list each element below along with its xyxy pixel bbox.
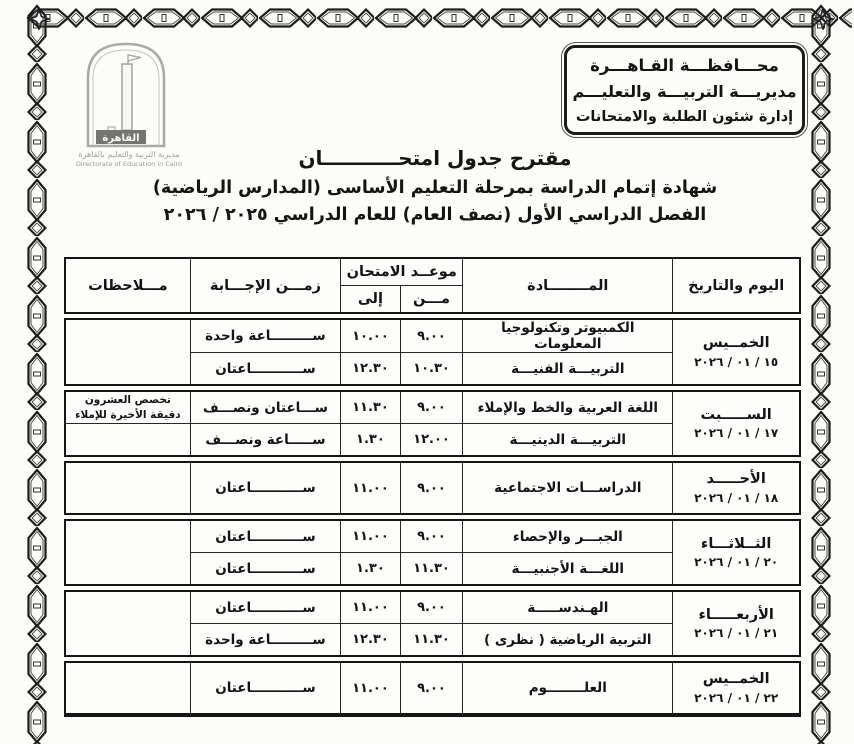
to-cell: ١.٣٠ xyxy=(341,553,401,586)
day-group-tuesday-20 xyxy=(64,519,801,586)
notes-cell xyxy=(65,591,190,656)
subject-cell: التربيـــة الفنيـــة xyxy=(463,353,673,386)
to-cell: ١١.٠٠ xyxy=(341,520,401,553)
title-line-3: الفصل الدراسي الأول (نصف العام) للعام الدراسي ٢٠٢٥ / ٢٠٢٦ xyxy=(163,205,707,225)
subject-cell: الكمبيوتر وتكنولوجيا المعلومات xyxy=(463,319,673,353)
corner-star-left-icon xyxy=(28,8,50,30)
to-cell: ١٢.٣٠ xyxy=(341,353,401,386)
letterhead-governorate: محـــافظـــة القـاهـــرة xyxy=(590,55,779,75)
header-day-date: اليوم والتاريخ xyxy=(673,258,800,313)
to-cell: ١.٣٠ xyxy=(341,424,401,457)
notes-cell xyxy=(65,462,190,514)
duration-cell: ســـاعتان ونصـــف xyxy=(190,391,340,424)
to-cell: ١١.٠٠ xyxy=(341,662,401,715)
header-notes: مـــلاحظات xyxy=(65,258,190,313)
exam-schedule-title xyxy=(105,146,765,225)
letterhead-directorate: مديريـــة التربيـــة والتعليـــم xyxy=(572,82,797,101)
day-name: الخمــيس xyxy=(702,671,770,688)
header-to: إلى xyxy=(341,286,401,314)
from-cell: ١١.٣٠ xyxy=(400,624,463,657)
day-date: ٢١ / ٠١ / ٢٠٢٦ xyxy=(694,626,779,641)
subject-cell: العلــــــــوم xyxy=(463,662,673,715)
from-cell: ٩.٠٠ xyxy=(400,591,463,624)
day-date: ١٧ / ٠١ / ٢٠٢٦ xyxy=(694,426,779,441)
to-cell: ١١.٠٠ xyxy=(341,591,401,624)
notes-cell xyxy=(65,662,190,715)
title-line-2: شهادة إتمام الدراسة بمرحلة التعليم الأساسى (المدارس الرياضية) xyxy=(152,178,718,198)
from-cell: ١٢.٠٠ xyxy=(400,424,463,457)
duration-cell: ســـــــــــاعتان xyxy=(190,591,340,624)
table-header-band xyxy=(64,257,801,314)
notes-cell xyxy=(65,424,190,457)
notes-cell xyxy=(65,391,190,424)
from-cell: ٩.٠٠ xyxy=(400,520,463,553)
logo-caption-english: Directorate of Education in Cairo xyxy=(75,160,183,168)
decorative-chain-top xyxy=(26,5,852,31)
decorative-chain-left xyxy=(24,4,50,744)
duration-cell: ســـــــــاعة واحدة xyxy=(190,319,340,353)
day-group-sunday-18 xyxy=(64,461,801,515)
duration-cell: ســـــــــــاعتان xyxy=(190,520,340,553)
subject-cell: الدراســـات الاجتماعية xyxy=(463,462,673,514)
subject-cell: اللغـــة الأجنبيـــة xyxy=(463,553,673,586)
day-name: الخمــيس xyxy=(702,335,770,352)
from-cell: ١٠.٣٠ xyxy=(400,353,463,386)
header-exam-time: موعــد الامتحان xyxy=(341,258,463,286)
letterhead-box xyxy=(561,42,808,138)
day-date: ١٨ / ٠١ / ٢٠٢٦ xyxy=(694,490,779,505)
header-subject: المــــــــادة xyxy=(463,258,673,313)
day-date: ٢٠ / ٠١ / ٢٠٢٦ xyxy=(694,555,779,570)
day-cell xyxy=(673,391,800,456)
letterhead-department: إدارة شئون الطلبة والامتحانات xyxy=(575,108,794,125)
from-cell: ٩.٠٠ xyxy=(400,662,463,715)
day-cell xyxy=(673,591,800,656)
notes-cell xyxy=(65,520,190,585)
to-cell: ١١.٣٠ xyxy=(341,391,401,424)
corner-star-right-icon xyxy=(812,8,834,30)
logo-arch-icon xyxy=(88,44,164,146)
day-group-saturday-17 xyxy=(64,390,801,457)
from-cell: ٩.٠٠ xyxy=(400,462,463,514)
day-name: الأربعـــــاء xyxy=(698,606,774,623)
day-name: الثــلاثـــاء xyxy=(700,535,772,552)
duration-cell: ســـــــــــاعتان xyxy=(190,353,340,386)
day-group-thursday-22 xyxy=(64,661,801,717)
exam-schedule-table xyxy=(64,257,801,721)
subject-cell: التربية الرياضية ( نظرى ) xyxy=(463,624,673,657)
subject-cell: التربيـــة الدينيـــة xyxy=(463,424,673,457)
header-from: مـــن xyxy=(400,286,463,314)
logo-caption-arabic: مديرية التربية والتعليم بالقاهرة xyxy=(78,150,180,159)
day-cell xyxy=(673,319,800,385)
duration-cell: ســـــــــــاعتان xyxy=(190,462,340,514)
notes-cell xyxy=(65,319,190,385)
duration-cell: ســـــــــــاعتان xyxy=(190,662,340,715)
to-cell: ١٢.٣٠ xyxy=(341,624,401,657)
day-cell xyxy=(673,520,800,585)
from-cell: ٩.٠٠ xyxy=(400,391,463,424)
subject-cell: الجبـــر والإحصاء xyxy=(463,520,673,553)
day-group-thursday-15 xyxy=(64,318,801,386)
from-cell: ٩.٠٠ xyxy=(400,319,463,353)
day-cell xyxy=(673,662,800,715)
to-cell: ١١.٠٠ xyxy=(341,462,401,514)
day-name: الســـــبت xyxy=(700,406,772,423)
logo-band-text: القاهرة xyxy=(102,133,140,144)
subject-cell: اللغة العربية والخط والإملاء xyxy=(463,391,673,424)
header-duration: زمـــن الإجـــابة xyxy=(190,258,340,313)
duration-cell: ســـــــــــاعتان xyxy=(190,553,340,586)
from-cell: ١١.٣٠ xyxy=(400,553,463,586)
duration-cell: ســـــاعة ونصـــف xyxy=(190,424,340,457)
decorative-chain-right xyxy=(808,4,834,744)
day-name: الأحـــــد xyxy=(706,471,766,488)
duration-cell: ســـــــــاعة واحدة xyxy=(190,624,340,657)
dictation-note: تخصص العشرون دقيقة الأخيرة للإملاء xyxy=(75,394,181,421)
title-line-1: مقترح جدول امتحـــــــــــان xyxy=(298,146,572,170)
day-date: ١٥ / ٠١ / ٢٠٢٦ xyxy=(694,354,779,369)
day-date: ٢٢ / ٠١ / ٢٠٢٦ xyxy=(694,690,779,705)
day-group-wednesday-21 xyxy=(64,590,801,657)
day-cell xyxy=(673,462,800,514)
subject-cell: الهـندســـــة xyxy=(463,591,673,624)
to-cell: ١٠.٠٠ xyxy=(341,319,401,353)
